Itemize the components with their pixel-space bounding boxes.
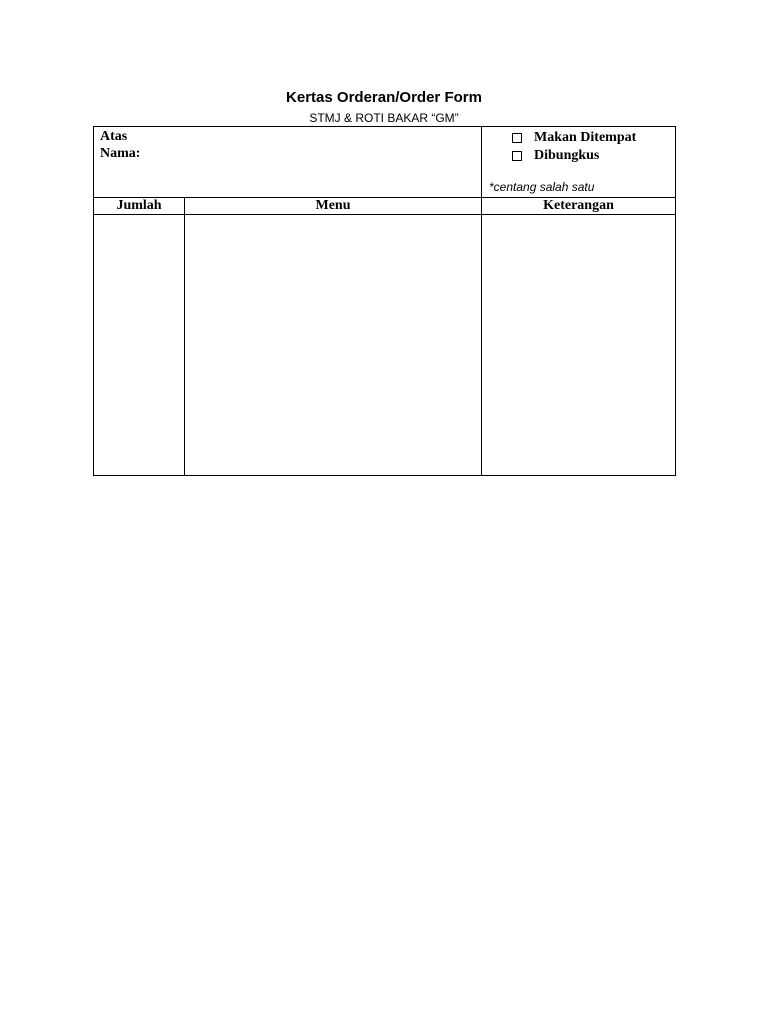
checkbox-icon[interactable] <box>512 133 522 143</box>
option-dibungkus[interactable] <box>512 147 599 164</box>
hint-text: *centang salah satu <box>489 180 595 194</box>
nama-label: Nama: <box>100 146 141 161</box>
column-header-menu: Menu <box>185 198 482 215</box>
atas-label: Atas <box>100 129 128 144</box>
customer-info-cell[interactable] <box>94 127 482 198</box>
jumlah-cell[interactable] <box>94 215 185 476</box>
order-form-table <box>93 126 676 476</box>
option-makan-ditempat[interactable] <box>512 129 636 146</box>
column-header-keterangan: Keterangan <box>482 198 676 215</box>
menu-cell[interactable] <box>185 215 482 476</box>
column-header-jumlah: Jumlah <box>94 198 185 215</box>
checkbox-icon[interactable] <box>512 151 522 161</box>
page-subtitle: STMJ & ROTI BAKAR “GM” <box>309 111 459 125</box>
keterangan-cell[interactable] <box>482 215 676 476</box>
option-label: Dibungkus <box>534 148 600 163</box>
page-title: Kertas Orderan/Order Form <box>286 89 482 106</box>
order-type-cell <box>482 127 676 198</box>
option-label: Makan Ditempat <box>534 130 637 145</box>
